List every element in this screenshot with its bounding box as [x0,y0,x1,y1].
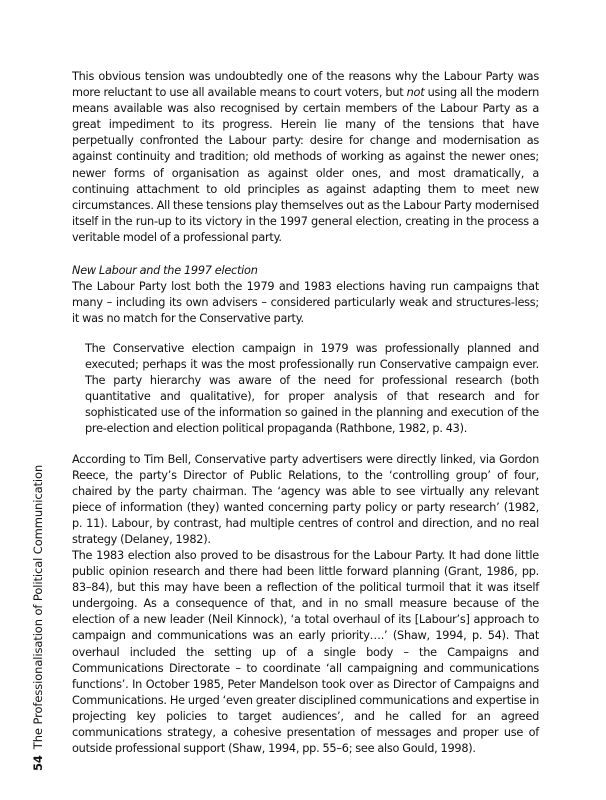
paragraph-1-text-a: This obvious tension was undoubtedly one of the reasons why the Labour Party was more reluctant to use all available means to court voters, but [72,70,539,100]
body-paragraph-3: According to Tim Bell, Conservative party advertisers were directly linked, via Gordon Reece, the party’s Director of Public Relations, to the ‘controlling group’ of four, chaired by the party chairman. The ‘agency was able to see virtually any relevant piece of information (they) wanted concerning party policy or party research’ (1982, p. 11). Labour, by contrast, had multiple centres of control and direction, and no real strategy (Delaney, 1982). [72,453,539,547]
paragraph-1-text-b: using all the modern means available was also recognised by certain members of the Labour Party as a great impediment to its progress. Herein lie many of the tensions that have perpetually confronted the Labour party: desire for change and modernisation as against continuity and tradition; old methods of working as against the newer ones; newer forms of organisation as against older ones, and most dramatically, a continuing attachment to old principles as against adapting them to meet new circumstances. All these tensions play themselves out as the Labour Party modernised itself in the run-up to its victory in the 1997 general election, creating in the process a veritable model of a professional party. [72,86,539,244]
book-title: The Professionalisation of Political Communication [31,464,45,750]
running-header [31,465,45,771]
body-paragraph-2: The Labour Party lost both the 1979 and 1983 elections having run campaigns that many – including its own advisers – considered particularly weak and structures-less; it was no match for the Conservative party. [72,280,539,326]
body-paragraph-1 [72,69,539,246]
body-paragraph-4: The 1983 election also proved to be disastrous for the Labour Party. It had done little public opinion research and there had been little forward planning (Grant, 1986, pp. 83–84), but this may have been a reflection of the political turmoil that it was itself undergoing. As a consequence of that, and in no small measure because of the election of a new leader (Neil Kinnock), ‘a total overhaul of its [Labour’s] approach to campaign and communications was an early priority….’ (Shaw, 1994, p. 54). That overhaul included the setting up of a single body – the Campaigns and Communications Directorate – to coordinate ‘all campaigning and communications functions’. In October 1985, Peter Mandelson took over as Director of Campaigns and Communications. He urged ‘even greater disciplined communications and expertise in projecting key policies to target audiences’, and he called for an agreed communications strategy, a cohesive presentation of messages and proper use of outside professional support (Shaw, 1994, pp. 55–6; see also Gould, 1998). [72,549,539,756]
page-number: 54 [31,755,45,771]
block-quote: The Conservative election campaign in 1979 was professionally planned and executed; perhaps it was the most professionally run Conservative campaign ever. The party hierarchy was aware of the need for professional research (both quantitative and qualitative), for proper analysis of that research and for sophisticated use of the information so gained in the planning and execution of the pre-election and election political propaganda (Rathbone, 1982, p. 43). [85,342,539,436]
section-heading: New Labour and the 1997 election [72,264,258,277]
emphasis-not: not [406,86,425,100]
